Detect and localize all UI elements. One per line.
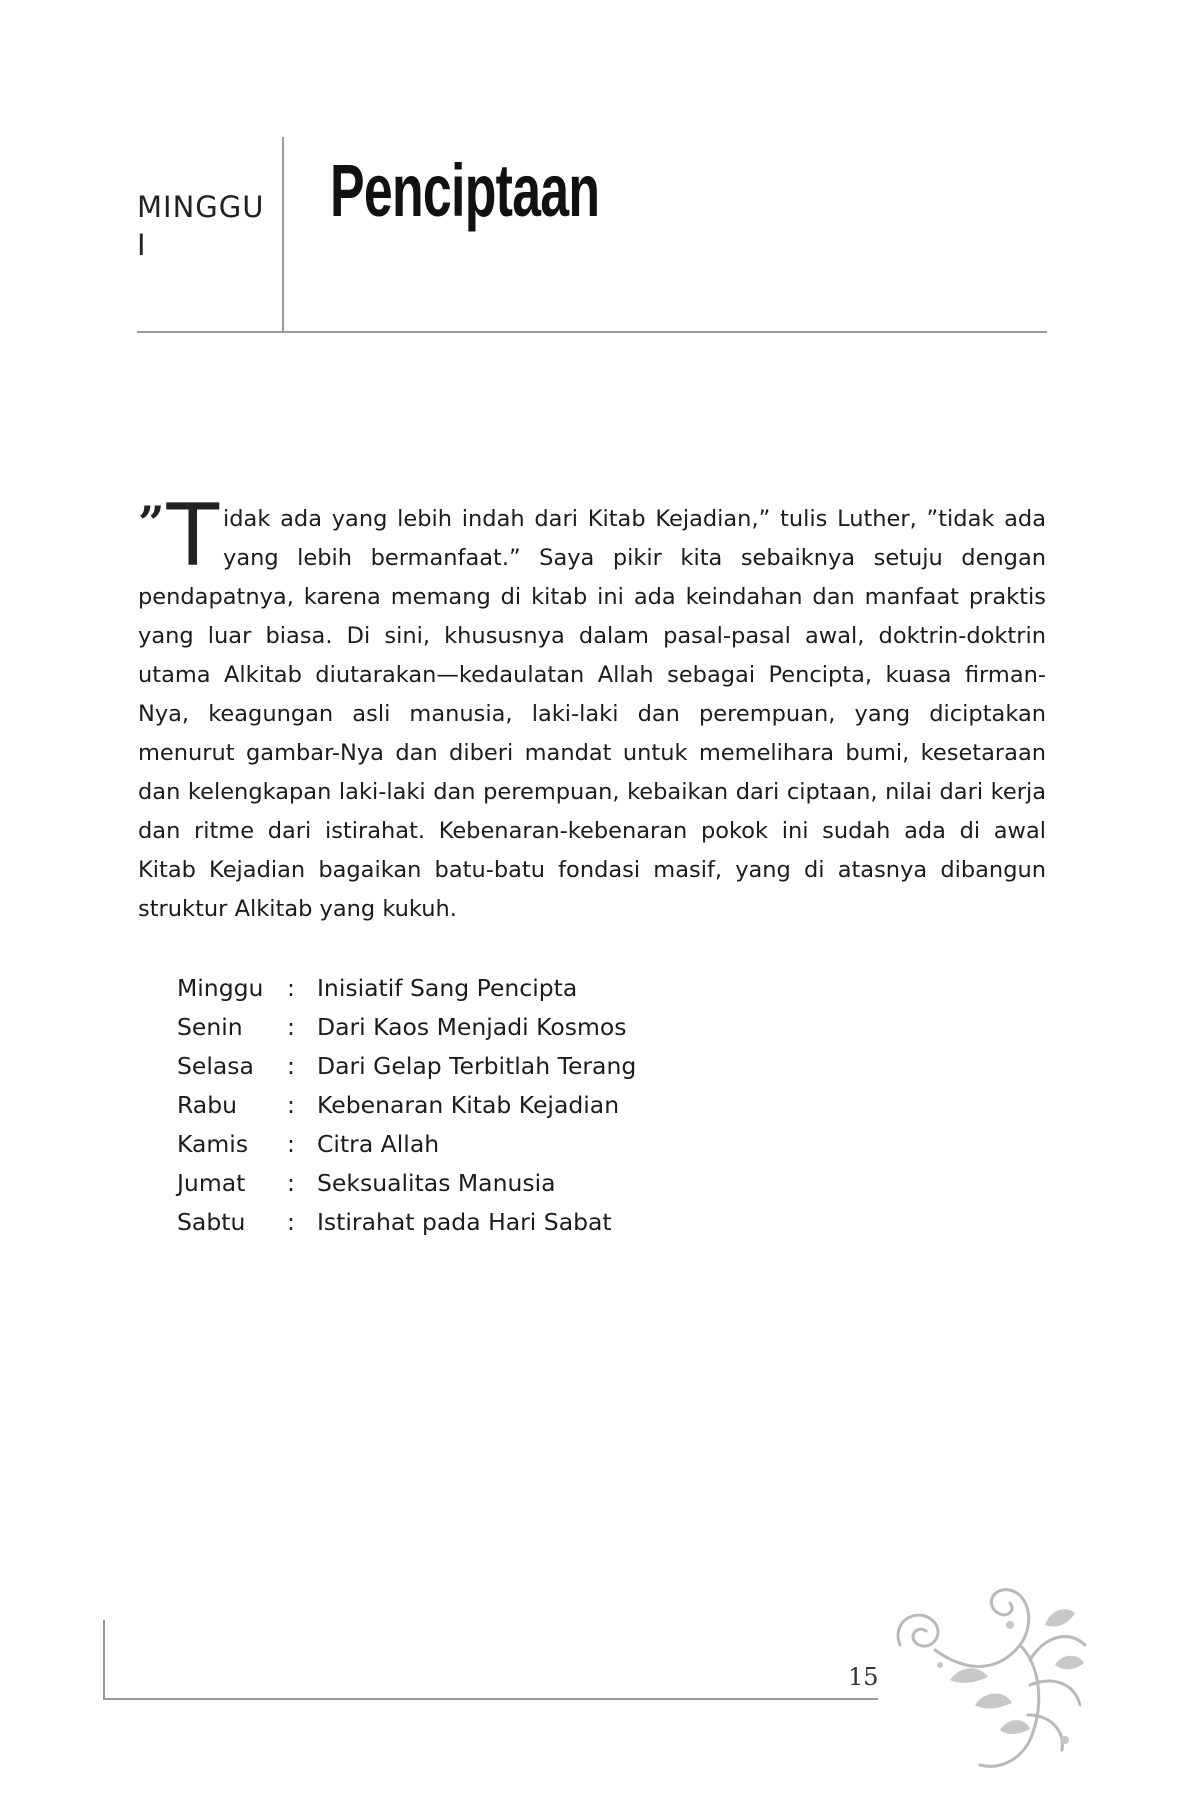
schedule-separator: :	[287, 1012, 295, 1041]
header-horizontal-rule	[137, 331, 1047, 333]
week-label	[137, 188, 277, 264]
footer-vertical-rule	[103, 1620, 105, 1700]
schedule-row	[177, 1085, 636, 1124]
schedule-topic: Dari Kaos Menjadi Kosmos	[317, 1012, 627, 1041]
opening-quote-mark: ”	[138, 496, 165, 550]
schedule-topic: Dari Gelap Terbitlah Terang	[317, 1051, 637, 1080]
schedule-topic: Inisiatif Sang Pencipta	[317, 973, 578, 1002]
floral-ornament-icon	[880, 1565, 1095, 1780]
dropcap-group	[138, 486, 220, 586]
header-vertical-rule	[282, 137, 284, 332]
schedule-row	[177, 1202, 636, 1241]
schedule-day: Kamis	[177, 1129, 249, 1158]
schedule-separator: :	[287, 973, 295, 1002]
schedule-row	[177, 1007, 636, 1046]
schedule-day: Senin	[177, 1012, 243, 1041]
schedule-topic: Kebenaran Kitab Kejadian	[317, 1090, 620, 1119]
schedule-separator: :	[287, 1051, 295, 1080]
schedule-separator: :	[287, 1207, 295, 1236]
page-number: 15	[848, 1663, 879, 1691]
schedule-separator: :	[287, 1129, 295, 1158]
schedule-topic: Seksualitas Manusia	[317, 1168, 556, 1197]
schedule-separator: :	[287, 1168, 295, 1197]
schedule-topic: Istirahat pada Hari Sabat	[317, 1207, 612, 1236]
intro-text: idak ada yang lebih indah dari Kitab Kejadian,” tulis Luther, ”tidak ada yang lebih bermanfaat.” Saya pikir kita sebaiknya setuju dengan pendapatnya, karena memang di kitab ini ada keindahan dan manfaat praktis yang luar biasa. Di sini, khususnya dalam pasal-pasal awal, doktrin-doktrin utama Alkitab diutarakan—kedaulatan Allah sebagai Pencipta, kuasa firman-Nya, keagungan asli manusia, laki-laki dan perempuan, yang diciptakan menurut gambar-Nya dan diberi mandat untuk memelihara bumi, kesetaraan dan kelengkapan laki-laki dan perempuan, kebaikan dari ciptaan, nilai dari kerja dan ritme dari istirahat. Kebenaran-kebenaran pokok ini sudah ada di awal Kitab Kejadian bagaikan batu-batu fondasi masif, yang di atasnya dibangun struktur Alkitab yang kukuh.	[138, 506, 1046, 922]
week-word: MINGGU	[137, 190, 265, 224]
schedule-separator: :	[287, 1090, 295, 1119]
schedule-row	[177, 968, 636, 1007]
schedule-row	[177, 1124, 636, 1163]
dropcap-letter: T	[166, 486, 220, 586]
schedule-topic: Citra Allah	[317, 1129, 440, 1158]
schedule-row	[177, 1046, 636, 1085]
intro-paragraph	[138, 486, 1046, 929]
schedule-row	[177, 1163, 636, 1202]
weekly-schedule	[177, 968, 636, 1241]
schedule-day: Rabu	[177, 1090, 238, 1119]
week-number: I	[137, 228, 147, 262]
footer-horizontal-rule	[103, 1698, 878, 1700]
schedule-day: Jumat	[177, 1168, 246, 1197]
chapter-title: Penciptaan	[330, 149, 600, 232]
schedule-day: Sabtu	[177, 1207, 246, 1236]
schedule-day: Selasa	[177, 1051, 254, 1080]
schedule-day: Minggu	[177, 973, 264, 1002]
